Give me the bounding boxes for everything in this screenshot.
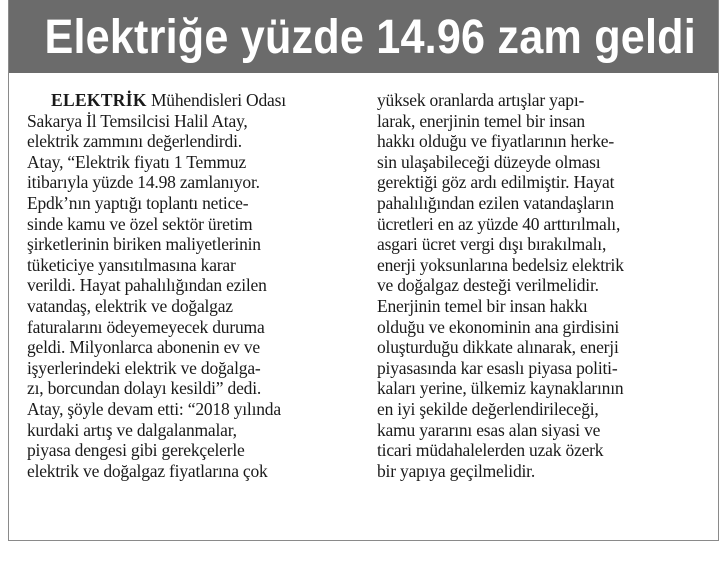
article-line: pahalılığından ezilen vatandaşların <box>377 192 614 213</box>
article-line: olduğu ve ekonominin ana girdisini <box>377 316 620 337</box>
article-line: şirketlerinin biriken maliyetlerinin <box>27 234 261 255</box>
article-line: işyerlerindeki elektrik ve doğalga- <box>27 357 261 378</box>
article-line: verildi. Hayat pahalılığından ezilen <box>27 275 267 296</box>
article-line: Atay, “Elektrik fiyatı 1 Temmuz <box>27 151 247 172</box>
article-line: itibarıyla yüzde 14.98 zamlanıyor. <box>27 172 260 193</box>
article-line: Sakarya İl Temsilcisi Halil Atay, <box>27 110 248 131</box>
article-line: faturalarını ödeyemeyecek duruma <box>27 316 265 337</box>
article-line: piyasasında kar esaslı piyasa politi- <box>377 357 618 378</box>
article-line: bir yapıya geçilmelidir. <box>377 460 535 481</box>
article-line: hakkı olduğu ve fiyatlarının herke- <box>377 131 614 152</box>
article-column-right <box>377 90 712 481</box>
article-line: elektrik zammını değerlendirdi. <box>27 131 242 152</box>
article-line: ücretleri en az yüzde 40 arttırılmalı, <box>377 213 621 234</box>
article-line: Atay, şöyle devam etti: “2018 yılında <box>27 398 281 419</box>
article-line: kurdaki artış ve dalgalanmalar, <box>27 419 237 440</box>
article-line: gerektiği göz ardı edilmiştir. Hayat <box>377 172 615 193</box>
article-line: geldi. Milyonlarca abonenin ev ve <box>27 337 260 358</box>
article-line: piyasa dengesi gibi gerekçelerle <box>27 440 245 461</box>
article-line: Epdk’nın yaptığı toplantı netice- <box>27 192 249 213</box>
article-line: sinde kamu ve özel sektör üretim <box>27 213 253 234</box>
article-line: ticari müdahalelerden uzak özerk <box>377 440 604 461</box>
article-line: larak, enerjinin temel bir insan <box>377 110 585 131</box>
headline-banner <box>9 0 718 73</box>
article-line-text: Mühendisleri Odası <box>146 90 286 110</box>
article-line: oluşturduğu dikkate alınarak, enerji <box>377 337 619 358</box>
article-line: yüksek oranlarda artışlar yapı- <box>377 90 585 110</box>
newspaper-clipping <box>8 0 719 541</box>
article-line: ve doğalgaz desteği verilmelidir. <box>377 275 599 296</box>
article-line <box>27 90 362 111</box>
article-column-left <box>27 90 362 481</box>
headline: Elektriğe yüzde 14.96 zam geldi <box>44 11 696 64</box>
article-line: tüketiciye yansıtılmasına karar <box>27 254 236 275</box>
article-line: elektrik ve doğalgaz fiyatlarına çok <box>27 460 268 481</box>
article-line: vatandaş, elektrik ve doğalgaz <box>27 295 233 316</box>
article-line: kamu yararını esas alan siyasi ve <box>377 419 601 440</box>
article-line: en iyi şekilde değerlendirileceği, <box>377 398 599 419</box>
lead-word: ELEKTRİK <box>51 90 147 110</box>
article-line: kaları yerine, ülkemiz kaynaklarının <box>377 378 624 399</box>
article-line: asgari ücret vergi dışı bırakılmalı, <box>377 234 607 255</box>
article-line: Enerjinin temel bir insan hakkı <box>377 295 588 316</box>
article-line: sin ulaşabileceği düzeyde olması <box>377 151 601 172</box>
article-line: enerji yoksunlarına bedelsiz elektrik <box>377 254 624 275</box>
article-line: zı, borcundan dolayı kesildi” dedi. <box>27 378 262 399</box>
